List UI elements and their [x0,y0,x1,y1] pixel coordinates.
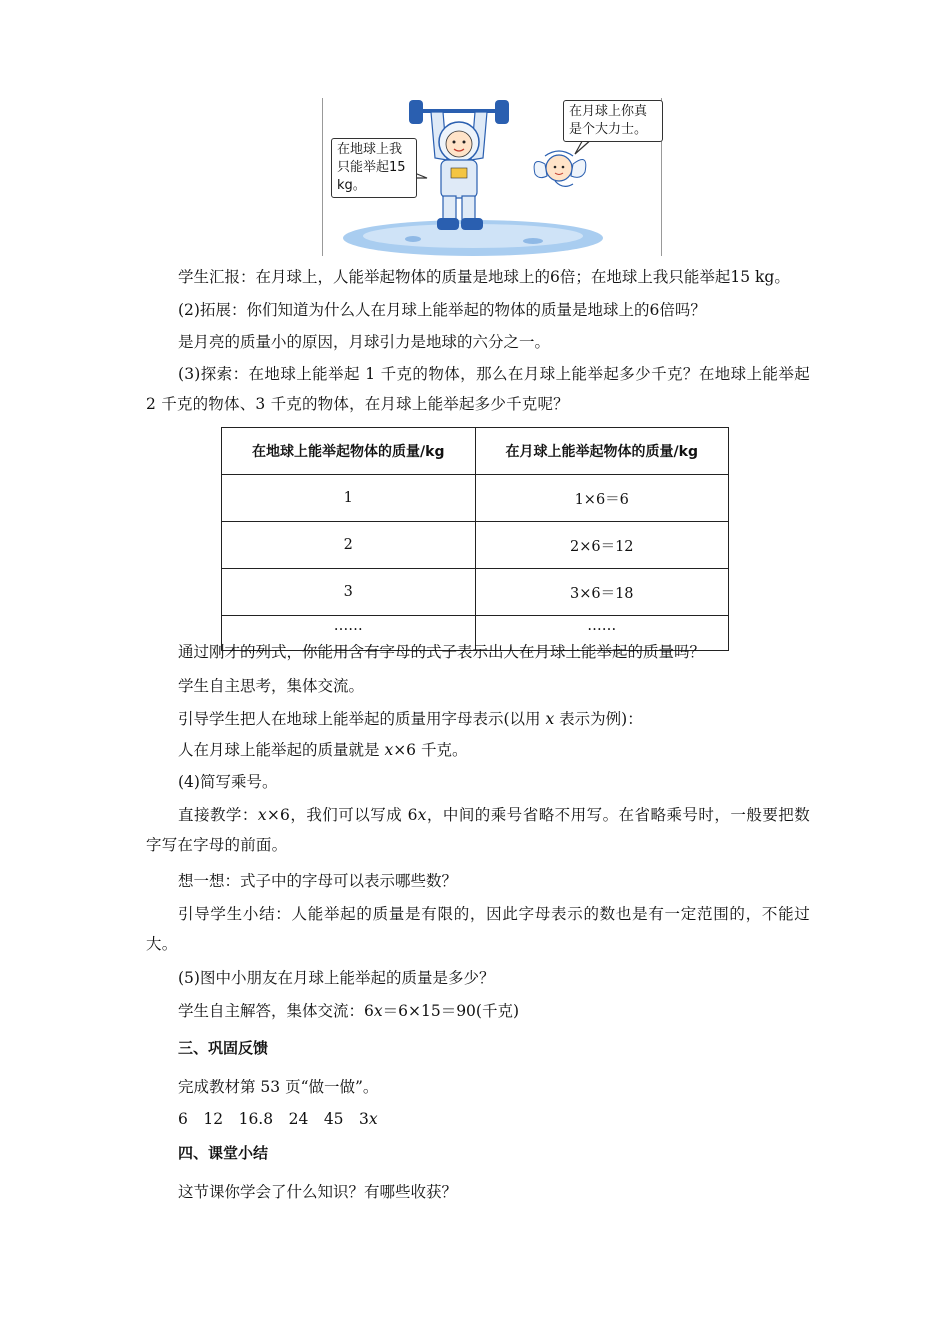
gravity-reason: 是月亮的质量小的原因，月球引力是地球的六分之一。 [178,333,551,351]
text-span: ，中间的乘号省略不用写。在省略乘号时，一般要把数字写在字母的前面。 [146,806,810,854]
answer-line [146,996,810,1026]
think-discuss: 学生自主思考，集体交流。 [178,677,365,695]
variable-x: x [257,806,267,824]
table-cell: 2 [222,522,476,569]
think-question: 想一想：式子中的字母可以表示哪些数？ [178,872,458,890]
text-span: ×6 千克。 [393,741,468,759]
astronaut-illustration [322,98,662,256]
table-row [222,569,729,616]
table-cell: 1×6＝6 [475,475,729,522]
table-cell: …… [222,616,476,651]
table-cell: …… [475,616,729,651]
question-5: (5)图中小朋友在月球上能举起的质量是多少？ [178,969,495,987]
direct-teaching [146,800,810,860]
moon-speech-bubble: 在月球上你真是个大力士。 [563,100,663,142]
mass-table [221,427,729,651]
variable-x: x [417,806,427,824]
guide-letter [146,704,810,734]
formula-question: 通过刚才的列式，你能用含有字母的式子表示出人在月球上能举起的质量吗？ [178,643,706,661]
table-row [222,522,729,569]
table-header-moon: 在月球上能举起物体的质量/kg [475,428,729,475]
table-cell: 3 [222,569,476,616]
earth-speech-bubble: 在地球上我只能举起15 kg。 [331,138,417,198]
closing-question: 这节课你学会了什么知识？有哪些收获？ [178,1183,458,1201]
text-span: ×6，我们可以写成 6 [266,806,418,824]
variable-x: x [384,741,394,759]
text-span: 人在月球上能举起的质量就是 [178,741,385,759]
exercise-answers [146,1104,810,1134]
student-report: 学生汇报：在月球上，人能举起物体的质量是地球上的6倍；在地球上我只能举起15 kg。 [178,268,790,286]
section-3-heading: 三、巩固反馈 [178,1039,269,1057]
variable-x: x [373,1002,383,1020]
table-cell: 1 [222,475,476,522]
extension-question: (2)拓展：你们知道为什么人在月球上能举起的物体的质量是地球上的6倍吗？ [178,301,706,319]
text-span: ＝6×15＝90(千克) [382,1002,520,1020]
variable-x: x [368,1110,378,1128]
text-span: 表示为例)： [554,710,643,728]
exercise-instruction: 完成教材第 53 页“做一做”。 [178,1078,379,1096]
moon-mass-expression [146,735,810,765]
text-span: 引导学生把人在地球上能举起的质量用字母表示(以用 [178,710,546,728]
simplify-heading: (4)简写乘号。 [178,773,278,791]
text-span: 直接教学： [178,806,258,824]
text-span: 6 12 16.8 24 45 3 [178,1110,369,1128]
section-4-heading: 四、课堂小结 [178,1144,269,1162]
table-row [222,475,729,522]
text-span: 学生自主解答，集体交流：6 [178,1002,374,1020]
summary-guide: 引导学生小结：人能举起的质量是有限的，因此字母表示的数也是有一定范围的，不能过大。 [146,905,810,953]
table-header-earth: 在地球上能举起物体的质量/kg [222,428,476,475]
table-cell: 2×6＝12 [475,522,729,569]
explore-question: (3)探索：在地球上能举起 1 千克的物体，那么在月球上能举起多少千克？在地球上能举起 2 千克的物体、3 千克的物体，在月球上能举起多少千克呢？ [146,365,810,413]
table-cell: 3×6＝18 [475,569,729,616]
variable-x: x [545,710,555,728]
table-header-row [222,428,729,475]
